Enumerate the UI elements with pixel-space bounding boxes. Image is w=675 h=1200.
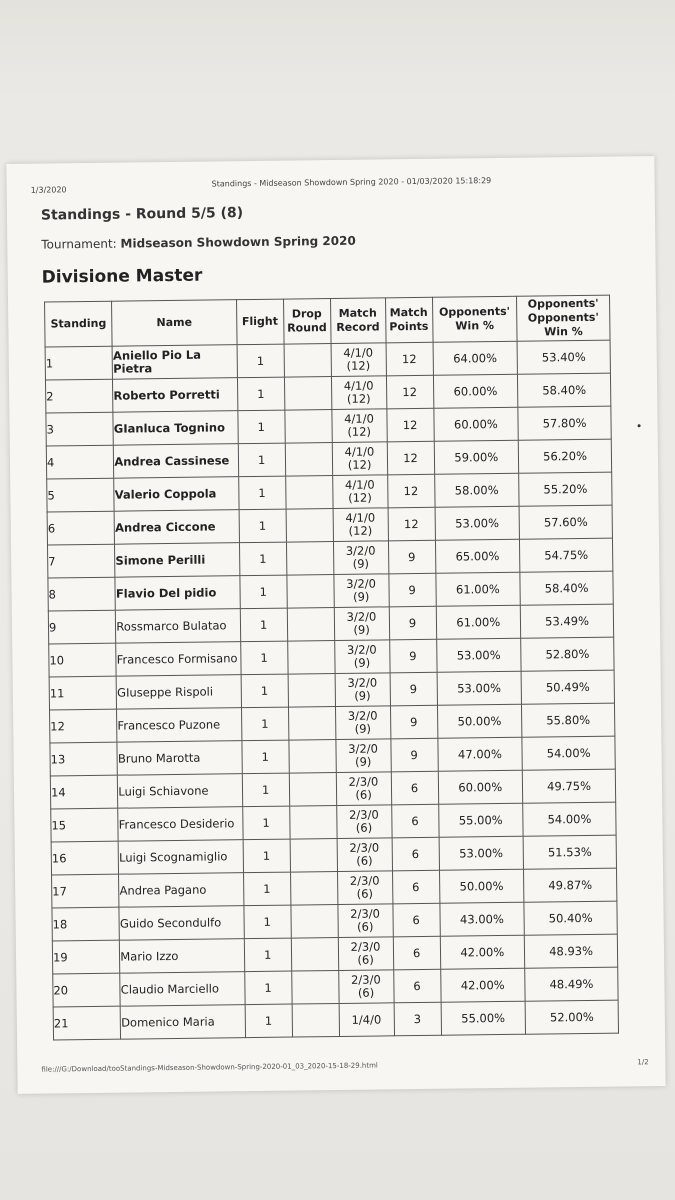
opponents-win-cell: 53.00% <box>435 506 520 540</box>
opponents-win-cell: 43.00% <box>439 902 524 936</box>
player-name-cell: Andrea Pagano <box>119 873 244 908</box>
opp-opp-win-cell: 58.40% <box>518 373 611 407</box>
table-row <box>53 1000 618 1040</box>
player-name-cell: Andrea Cassinese <box>114 444 239 479</box>
opponents-win-cell: 53.00% <box>437 671 522 705</box>
match-record-points: (9) <box>352 589 370 604</box>
col-match-record: Match Record <box>330 298 386 344</box>
player-name-cell: GIanluca Tognino <box>113 411 238 446</box>
match-record-cell <box>332 442 387 476</box>
match-record-points: (12) <box>346 391 371 406</box>
match-record-points: (6) <box>356 853 373 868</box>
flight-cell: 1 <box>243 872 290 906</box>
player-name-cell: Luigi Scognamiglio <box>118 840 243 875</box>
opponents-win-cell: 65.00% <box>435 539 520 573</box>
print-date: 1/3/2020 <box>30 185 67 195</box>
drop-round-cell <box>286 542 333 576</box>
match-points-cell: 12 <box>386 342 433 376</box>
match-points-cell: 6 <box>392 837 439 871</box>
standing-cell: 15 <box>51 808 119 842</box>
opponents-win-cell: 59.00% <box>434 440 519 474</box>
match-record-points: (12) <box>348 523 373 538</box>
opp-opp-win-cell: 54.75% <box>520 538 613 572</box>
col-flight: Flight <box>236 299 283 345</box>
flight-cell: 1 <box>242 740 289 774</box>
match-record-cell <box>332 475 387 509</box>
match-points-cell: 6 <box>392 870 439 904</box>
opponents-win-cell: 50.00% <box>437 704 522 738</box>
drop-round-cell <box>291 938 338 972</box>
match-points-cell: 12 <box>386 408 433 442</box>
player-name-cell: Luigi Schiavone <box>118 774 243 809</box>
standing-cell: 16 <box>51 841 119 875</box>
match-points-cell: 12 <box>386 375 433 409</box>
drop-round-cell <box>290 872 337 906</box>
match-record-cell <box>331 343 386 377</box>
match-record-value: 4/1/0 <box>344 411 374 426</box>
drop-round-cell <box>285 443 332 477</box>
flight-cell: 1 <box>237 344 284 378</box>
drop-round-cell <box>291 905 338 939</box>
opponents-win-cell: 58.00% <box>434 473 519 507</box>
player-name-cell: Valerio Coppola <box>114 477 239 512</box>
match-points-cell: 6 <box>391 771 438 805</box>
drop-round-cell <box>291 970 338 1004</box>
match-points-cell: 3 <box>394 1002 441 1036</box>
opp-opp-win-cell: 54.00% <box>522 736 615 770</box>
opp-opp-win-cell: 48.93% <box>524 934 617 968</box>
standing-cell: 4 <box>46 445 114 479</box>
drop-round-cell <box>288 707 335 741</box>
flight-cell: 1 <box>245 1004 292 1038</box>
match-record-value: 2/3/0 <box>350 972 381 987</box>
player-name-cell: Bruno Marotta <box>117 741 242 776</box>
flight-cell: 1 <box>239 542 286 576</box>
match-record-points: (12) <box>347 457 372 472</box>
flight-cell: 1 <box>243 839 290 873</box>
drop-round-cell <box>285 476 332 510</box>
match-record-cell <box>336 772 391 806</box>
match-record-cell <box>333 574 388 608</box>
match-record-points: (6) <box>357 985 375 1000</box>
match-record-cell <box>331 409 386 443</box>
player-name-cell: GIuseppe Rispoli <box>116 675 241 710</box>
col-opp-opp-win: Opponents' Opponents' Win % <box>517 295 610 341</box>
opponents-win-cell: 50.00% <box>439 869 524 903</box>
col-drop-round: Drop Round <box>283 299 330 345</box>
drop-round-cell <box>292 1003 339 1037</box>
opp-opp-win-cell: 55.20% <box>519 472 612 506</box>
player-name-cell: Claudio Marciello <box>120 972 245 1007</box>
match-points-cell: 9 <box>390 705 437 739</box>
standing-cell: 19 <box>52 940 120 974</box>
player-name-cell: Domenico Maria <box>120 1005 245 1040</box>
player-name-cell: Simone Perilli <box>115 543 240 578</box>
match-record-points: (9) <box>354 721 372 736</box>
match-points-cell: 6 <box>391 804 438 838</box>
match-points-cell: 9 <box>388 540 435 574</box>
match-record-points: (9) <box>352 556 370 571</box>
match-points-cell: 6 <box>393 969 440 1003</box>
standing-cell: 11 <box>49 676 117 710</box>
drop-round-cell <box>284 344 331 378</box>
opp-opp-win-cell: 54.00% <box>523 802 616 836</box>
opponents-win-cell: 60.00% <box>433 374 518 408</box>
match-record-cell <box>333 508 388 542</box>
player-name-cell: Francesco Puzone <box>117 708 242 743</box>
standing-cell: 9 <box>48 610 116 644</box>
page-title: Standings - Round 5/5 (8) <box>40 205 244 224</box>
flight-cell: 1 <box>241 707 288 741</box>
drop-round-cell <box>287 575 334 609</box>
standing-cell: 1 <box>45 346 113 380</box>
player-name-cell: Aniello Pio La Pietra <box>112 345 237 380</box>
flight-cell: 1 <box>237 377 284 411</box>
match-record-value: 3/2/0 <box>346 642 377 657</box>
opponents-win-cell: 42.00% <box>440 935 525 969</box>
footer-page-number: 1/2 <box>637 1058 649 1067</box>
match-points-cell: 9 <box>390 738 437 772</box>
match-record-points: (6) <box>357 952 374 967</box>
match-record-value: 2/3/0 <box>349 840 380 855</box>
opponents-win-cell: 42.00% <box>440 968 525 1002</box>
division-title: Divisione Master <box>41 265 203 288</box>
drop-round-cell <box>290 839 337 873</box>
player-name-cell: Francesco Desiderio <box>118 807 243 842</box>
flight-cell: 1 <box>244 938 291 972</box>
drop-round-cell <box>284 377 331 411</box>
opp-opp-win-cell: 49.75% <box>522 769 615 803</box>
match-record-cell <box>336 805 391 839</box>
tournament-label: Tournament: <box>41 236 117 252</box>
opponents-win-cell: 53.00% <box>439 836 524 870</box>
drop-round-cell <box>287 608 334 642</box>
drop-round-cell <box>289 806 336 840</box>
opp-opp-win-cell: 48.49% <box>525 967 618 1001</box>
match-record-cell <box>335 673 390 707</box>
match-record-value: 3/2/0 <box>348 741 379 756</box>
match-record-cell <box>337 838 392 872</box>
match-record-value: 2/3/0 <box>349 873 380 888</box>
standing-cell: 10 <box>49 643 117 677</box>
match-record-points: (12) <box>347 424 372 439</box>
col-match-points: Match Points <box>385 297 432 343</box>
opp-opp-win-cell: 58.40% <box>520 571 613 605</box>
col-name: Name <box>112 300 237 347</box>
match-record-value: 3/2/0 <box>347 675 378 690</box>
match-record-value: 2/3/0 <box>350 939 381 954</box>
match-record-cell <box>333 541 388 575</box>
match-record-value: 4/1/0 <box>345 510 376 525</box>
match-record-cell <box>334 607 389 641</box>
opponents-win-cell: 61.00% <box>435 572 520 606</box>
drop-round-cell <box>289 773 336 807</box>
match-points-cell: 9 <box>389 639 436 673</box>
match-record-cell <box>339 1003 394 1037</box>
match-record-cell <box>335 739 390 773</box>
printed-page <box>6 156 665 1094</box>
opp-opp-win-cell: 50.40% <box>524 901 617 935</box>
player-name-cell: Flavio Del pidio <box>115 576 240 611</box>
standing-cell: 14 <box>50 775 118 809</box>
opponents-win-cell: 47.00% <box>437 737 522 771</box>
standing-cell: 13 <box>50 742 118 776</box>
flight-cell: 1 <box>240 641 287 675</box>
match-record-value: 2/3/0 <box>350 906 381 921</box>
match-record-cell <box>335 706 390 740</box>
match-points-cell: 12 <box>388 507 435 541</box>
player-name-cell: Mario Izzo <box>120 939 245 974</box>
print-header-title: Standings - Midseason Showdown Spring 2020 - 01/03/2020 15:18:29 <box>211 176 492 189</box>
standing-cell: 8 <box>48 577 116 611</box>
match-record-points: (6) <box>357 919 374 934</box>
opp-opp-win-cell: 50.49% <box>521 670 614 704</box>
flight-cell: 1 <box>244 971 291 1005</box>
flight-cell: 1 <box>242 773 289 807</box>
match-record-cell <box>338 970 393 1004</box>
opp-opp-win-cell: 49.87% <box>524 868 617 902</box>
flight-cell: 1 <box>239 509 286 543</box>
table-header-row <box>45 295 611 347</box>
opponents-win-cell: 55.00% <box>438 803 523 837</box>
match-record-cell <box>331 376 386 410</box>
match-record-points: (6) <box>356 886 374 901</box>
flight-cell: 1 <box>244 905 291 939</box>
flight-cell: 1 <box>240 575 287 609</box>
opp-opp-win-cell: 57.80% <box>518 406 611 440</box>
player-name-cell: Guido Secondulfo <box>119 906 244 941</box>
drop-round-cell <box>286 509 333 543</box>
standing-cell: 12 <box>50 709 118 743</box>
opp-opp-win-cell: 53.49% <box>520 604 613 638</box>
match-record-value: 2/3/0 <box>348 774 379 789</box>
match-points-cell: 6 <box>393 903 440 937</box>
opp-opp-win-cell: 51.53% <box>523 835 616 869</box>
opp-opp-win-cell: 52.80% <box>521 637 614 671</box>
standing-cell: 5 <box>47 478 115 512</box>
paper-speck <box>638 424 641 427</box>
opp-opp-win-cell: 55.80% <box>522 703 615 737</box>
match-points-cell: 12 <box>387 441 434 475</box>
standing-cell: 7 <box>48 544 116 578</box>
flight-cell: 1 <box>242 806 289 840</box>
flight-cell: 1 <box>241 674 288 708</box>
match-points-cell: 9 <box>389 606 436 640</box>
opponents-win-cell: 55.00% <box>441 1001 526 1035</box>
standings-table <box>44 295 619 1041</box>
match-record-points: (12) <box>346 358 371 373</box>
opponents-win-cell: 60.00% <box>433 407 518 441</box>
match-record-cell <box>337 871 392 905</box>
opp-opp-win-cell: 57.60% <box>519 505 612 539</box>
match-record-points: (9) <box>354 688 371 703</box>
opp-opp-win-cell: 56.20% <box>518 439 611 473</box>
drop-round-cell <box>289 740 336 774</box>
footer-url: file:///G:/Download/tooStandings-Midseason-Showdown-Spring-2020-01_03_2020-15-18-29.html <box>41 1061 378 1074</box>
opp-opp-win-cell: 52.00% <box>525 1000 618 1034</box>
match-record-points: (6) <box>355 820 373 835</box>
match-record-value: 3/2/0 <box>345 543 376 558</box>
opponents-win-cell: 64.00% <box>433 341 518 375</box>
match-record-value: 3/2/0 <box>347 708 378 723</box>
player-name-cell: Andrea Ciccone <box>114 510 239 545</box>
standing-cell: 18 <box>52 907 120 941</box>
standing-cell: 17 <box>52 874 120 908</box>
flight-cell: 1 <box>238 410 285 444</box>
opp-opp-win-cell: 53.40% <box>517 340 610 374</box>
match-record-value: 1/4/0 <box>351 1011 382 1027</box>
player-name-cell: Rossmarco Bulatao <box>116 609 241 644</box>
flight-cell: 1 <box>238 476 285 510</box>
flight-cell: 1 <box>240 608 287 642</box>
match-record-points: (9) <box>353 655 371 670</box>
match-points-cell: 12 <box>387 474 434 508</box>
match-record-cell <box>334 640 389 674</box>
standing-cell: 6 <box>47 511 115 545</box>
match-record-points: (12) <box>348 490 372 505</box>
col-standing: Standing <box>45 301 113 347</box>
flight-cell: 1 <box>238 443 285 477</box>
match-points-cell: 6 <box>393 936 440 970</box>
player-name-cell: Francesco Formisano <box>116 642 241 677</box>
standing-cell: 3 <box>46 412 114 446</box>
match-record-value: 4/1/0 <box>343 378 374 393</box>
match-points-cell: 9 <box>390 672 437 706</box>
standing-cell: 2 <box>45 379 113 413</box>
drop-round-cell <box>288 674 335 708</box>
match-record-value: 3/2/0 <box>346 609 377 624</box>
standing-cell: 20 <box>53 973 121 1007</box>
opponents-win-cell: 53.00% <box>436 638 521 672</box>
match-record-points: (9) <box>354 754 372 769</box>
tournament-name: Midseason Showdown Spring 2020 <box>120 233 356 251</box>
opponents-win-cell: 61.00% <box>436 605 521 639</box>
match-record-points: (6) <box>355 787 372 802</box>
tournament-line <box>41 234 356 252</box>
match-record-points: (9) <box>353 622 370 637</box>
drop-round-cell <box>284 410 331 444</box>
match-record-value: 3/2/0 <box>346 576 376 591</box>
match-record-value: 4/1/0 <box>344 444 375 459</box>
opponents-win-cell: 60.00% <box>438 770 523 804</box>
match-record-value: 4/1/0 <box>343 345 374 360</box>
match-points-cell: 9 <box>388 573 435 607</box>
drop-round-cell <box>287 641 334 675</box>
standing-cell: 21 <box>53 1006 121 1040</box>
match-record-cell <box>337 904 392 938</box>
match-record-value: 2/3/0 <box>348 807 379 822</box>
match-record-value: 4/1/0 <box>344 477 375 492</box>
match-record-cell <box>338 937 393 971</box>
player-name-cell: Roberto Porretti <box>113 378 238 413</box>
col-opponents-win: Opponents' Win % <box>432 296 517 342</box>
